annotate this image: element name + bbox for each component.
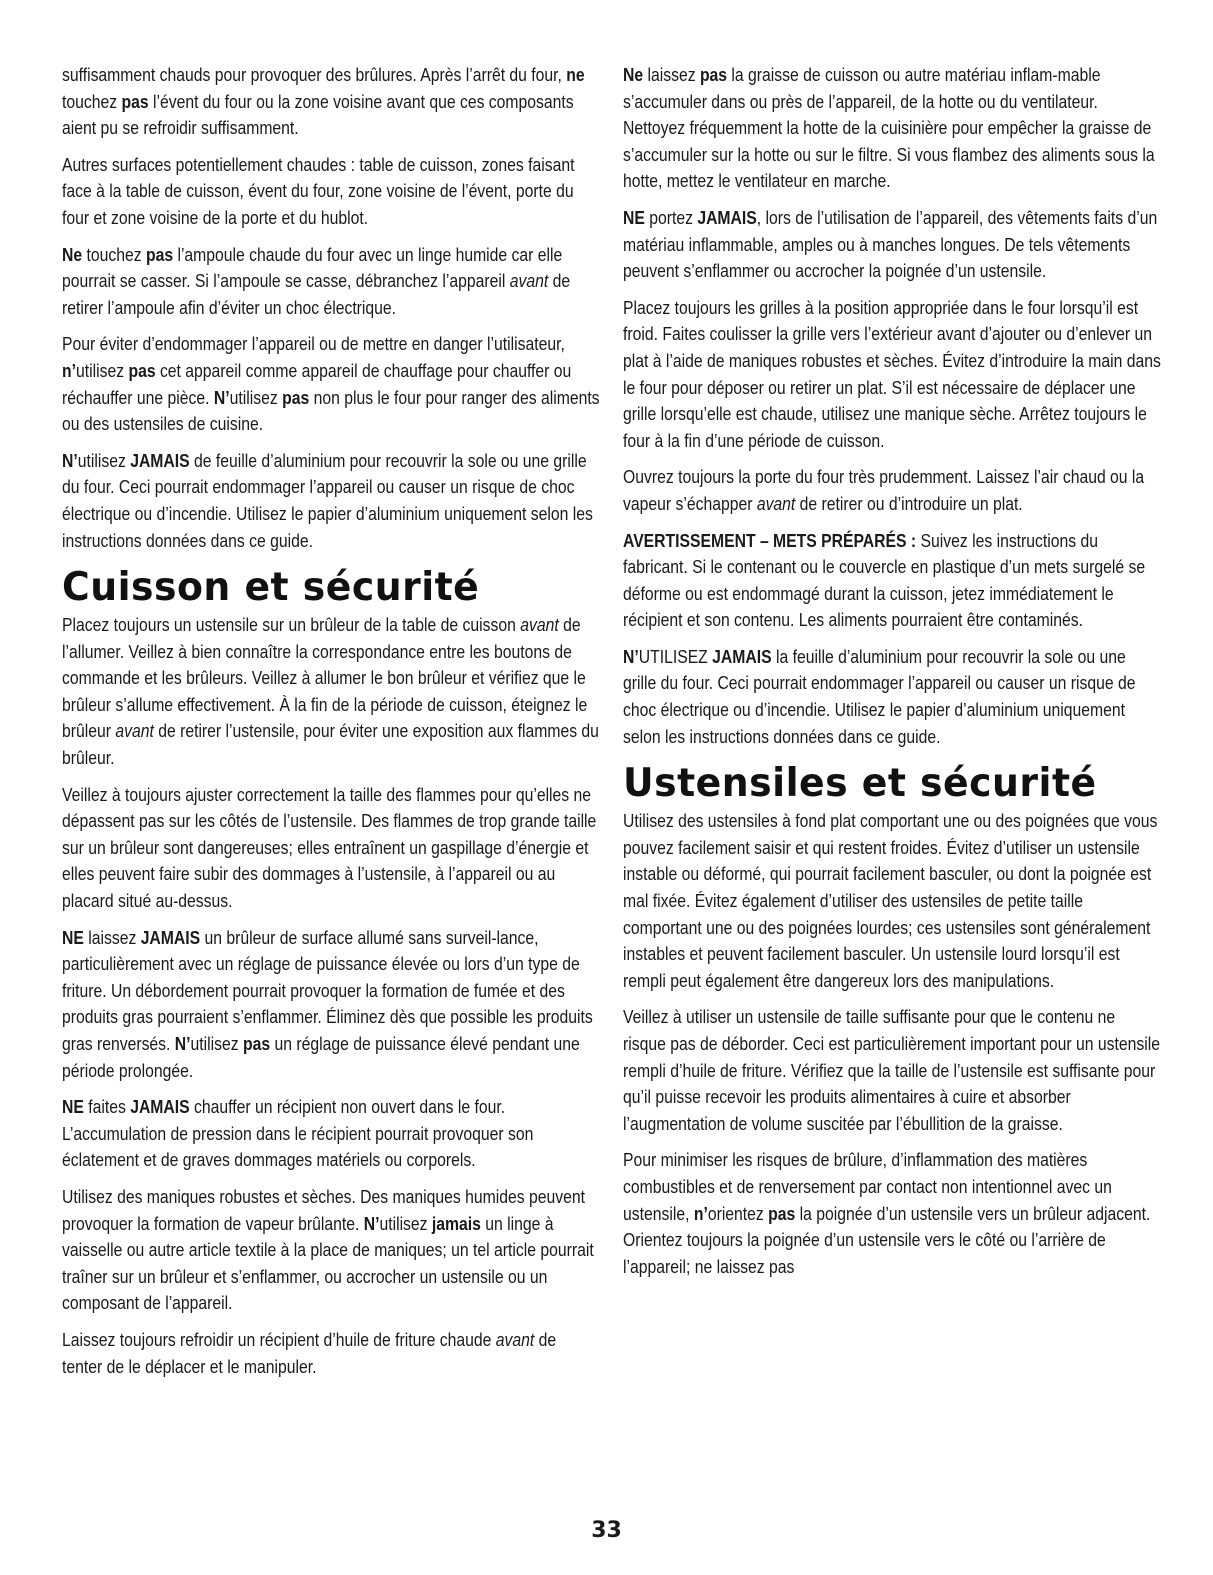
text: Ouvrez toujours la porte du four très prudemment. Laissez l’air chaud ou la vapeur s’échapper (623, 467, 1145, 514)
text: de tenter de le déplacer et le manipuler. (62, 1329, 557, 1377)
emphasis-text: pas (768, 1203, 796, 1224)
text: utilisez (77, 450, 131, 471)
emphasis-text: pas (121, 91, 149, 112)
text: non plus le four pour ranger des aliments ou des ustensiles de cuisine. (62, 387, 600, 435)
paragraph (62, 925, 600, 1085)
text: la poignée d’un ustensile vers un brûleur adjacent. Orientez toujours la poignée d’un ustensile vers le côté ou l’arrière de l’appareil; ne laissez pas (623, 1203, 1151, 1277)
text: un réglage de puissance élevé pendant une période prolongée. (62, 1034, 580, 1081)
text: la feuille d’aluminium pour recouvrir la sole ou une grille du four. Ceci pourrait endommager l’appareil ou causer un risque de choc électrique ou d’incendie. Utilisez le papier d’aluminium uniquement selon les instructions données dans ce guide. (623, 646, 1136, 747)
emphasis-text: pas (145, 244, 174, 265)
emphasis-text: n’ (693, 1203, 708, 1224)
text: de retirer l’ampoule afin d’éviter un choc électrique. (62, 271, 571, 318)
emphasis-text: Ne (62, 244, 83, 265)
emphasis-text: N’ (174, 1034, 191, 1054)
paragraph (623, 644, 1161, 750)
italic-text: avant (495, 1329, 535, 1350)
emphasis-text: jamais (431, 1213, 481, 1234)
emphasis-text: pas (282, 387, 310, 408)
emphasis-text: JAMAIS (712, 646, 772, 667)
paragraph (623, 464, 1161, 517)
text: chauffer un récipient non ouvert dans le four. L’accumulation de pression dans le récipient pourrait provoquer son éclatement et de graves dommages matériels ou corporels. (62, 1097, 534, 1171)
text: utilisez (75, 360, 129, 381)
paragraph: Veillez à utiliser un ustensile de taille suffisante pour que le contenu ne risque pas de déborder. Ceci est particulièrement important pour un ustensile rempli d’huile de friture. Vérifiez que la taille de l’ustensile est suffisante pour qu’il puisse recevoir les produits alimentaires à cuire et absorber l’augmentation de volume suscitée par l’ébullition de la graisse. (623, 1007, 1160, 1134)
emphasis-text: JAMAIS (130, 450, 190, 471)
text: faites (83, 1097, 131, 1118)
paragraph (62, 1184, 600, 1317)
paragraph (62, 242, 600, 322)
paragraph (623, 205, 1161, 285)
warning-label: AVERTISSEMENT – METS PRÉPARÉS : (623, 530, 917, 551)
paragraph (62, 448, 600, 554)
page-number: 33 (591, 1518, 622, 1543)
text: cet appareil comme appareil de chauffage pour chauffer ou réchauffer une pièce. (62, 360, 572, 408)
paragraph (62, 612, 600, 772)
text: Placez toujours un ustensile sur un brûleur de la table de cuisson (62, 615, 521, 636)
paragraph: Autres surfaces potentiellement chaudes : table de cuisson, zones faisant face à la table de cuisson, évent du four, zone voisine de l’évent, porte du four et zone voisine de la porte et du hublot. (62, 154, 575, 228)
emphasis-text: N’ (62, 450, 78, 471)
text: UTILISEZ (638, 646, 713, 667)
text: suffisamment chauds pour provoquer des brûlures. Après l’arrêt du four, (62, 65, 567, 85)
text: portez (644, 207, 698, 228)
text: utilisez (229, 387, 283, 408)
text: un linge à vaisselle ou autre article textile à la place de maniques; un tel article pourrait traîner sur un brûleur et s’enflammer, ou accrocher un ustensile ou un composant de l’appareil. (62, 1213, 594, 1314)
section-heading: Ustensiles et sécurité (623, 761, 1097, 807)
text: Pour minimiser les risques de brûlure, d’inflammation des matières combustibles et de renversement par contact non intentionnel avec un ustensile, (623, 1150, 1112, 1224)
emphasis-text: Ne (623, 65, 644, 85)
emphasis-text: NE (62, 1097, 84, 1118)
left-column (62, 62, 600, 1390)
text: de l’allumer. Veillez à bien connaître la correspondance entre les boutons de commande et les brûleurs. Veillez à allumer le bon brûleur et vérifiez que le brûleur s’allume effectivement. À la fin de la période de cuisson, éteignez le brûleur (62, 615, 588, 742)
section-heading: Cuisson et sécurité (62, 565, 480, 611)
text: utilisez (379, 1213, 432, 1234)
paragraph (62, 331, 600, 437)
text: laissez (643, 65, 700, 85)
emphasis-text: pas (699, 65, 728, 85)
text: de retirer l’ustensile, pour éviter une exposition aux flammes du brûleur. (62, 721, 599, 769)
paragraph (62, 62, 600, 142)
text: laissez (83, 927, 141, 948)
emphasis-text: pas (128, 360, 156, 381)
emphasis-text: JAMAIS (697, 207, 757, 228)
right-column (623, 62, 1161, 1290)
paragraph (62, 1094, 600, 1174)
emphasis-text: N’ (213, 387, 230, 408)
paragraph: Veillez à toujours ajuster correctement la taille des flammes pour qu’elles ne dépassent pas sur les côtés de l’ustensile. Des flammes de trop grande taille sur un brûleur sont dangereuses; elles entraînent un gaspillage d’énergie et elles peuvent faire subir des dommages à l’ustensile, à l’appareil ou au placard situé au-dessus. (62, 784, 597, 912)
italic-text: avant (756, 493, 796, 514)
text: l’ampoule chaude du four avec un linge humide car elle pourrait se casser. Si l’ampoule se casse, débranchez l’appareil (62, 244, 563, 292)
text: touchez (82, 244, 146, 265)
text: touchez (62, 91, 122, 112)
emphasis-text: NE (62, 927, 84, 948)
emphasis-text: NE (623, 207, 645, 228)
paragraph: Utilisez des ustensiles à fond plat comportant une ou des poignées que vous pouvez facilement saisir et qui restent froides. Évitez d’utiliser un ustensile instable ou déformé, qui pourrait facilement basculer, ou dont la poignée est mal fixée. Évitez également d’utiliser des ustensiles de petite taille comportant une ou des poignées lourdes; ces ustensiles sont généralement instables et peuvent facilement basculer. Un ustensile lourd lorsqu’il est rempli peut également être dangereux lors des manipulations. (623, 811, 1158, 991)
text: de feuille d’aluminium pour recouvrir la sole ou une grille du four. Ceci pourrait endommager l’appareil ou causer un risque de choc électrique ou d’incendie. Utilisez le papier d’aluminium uniquement selon les instructions données dans ce guide. (62, 450, 593, 551)
italic-text: avant (115, 721, 154, 742)
emphasis-text: N’ (623, 646, 639, 667)
paragraph: Placez toujours les grilles à la position appropriée dans le four lorsqu’il est froid. Faites coulisser la grille vers l’extérieur avant d’ajouter ou d’enlever un plat à l’aide de maniques robustes et sèches. Évitez d’introduire la main dans le four pour déposer ou retirer un plat. S’il est nécessaire de déplacer une grille lorsqu’elle est chaude, utilisez une manique sèche. Arrêtez toujours le four à la fin d’une période de cuisson. (623, 297, 1161, 451)
emphasis-text: pas (243, 1034, 271, 1054)
italic-text: avant (520, 615, 559, 636)
italic-text: avant (509, 271, 549, 292)
text: utilisez (190, 1034, 244, 1054)
paragraph (62, 1327, 600, 1380)
emphasis-text: ne (566, 65, 585, 85)
text: , lors de l’utilisation de l’appareil, des vêtements faits d’un matériau inflammable, amples ou à manches longues. De tels vêtements peuvent s’enflammer ou accrocher la poignée d’un ustensile. (623, 207, 1158, 282)
paragraph (623, 62, 1161, 195)
paragraph (623, 528, 1161, 634)
emphasis-text: n’ (62, 360, 76, 381)
text: Utilisez des maniques robustes et sèches. Des maniques humides peuvent provoquer la formation de vapeur brûlante. (62, 1186, 585, 1234)
text: Pour éviter d’endommager l’appareil ou de mettre en danger l’utilisateur, (62, 334, 565, 355)
text: la graisse de cuisson ou autre matériau inflam-mable s’accumuler dans ou près de l’appareil, de la hotte ou du ventilateur. Nettoyez fréquemment la hotte de la cuisinière pour empêcher la graisse de s’accumuler sur la hotte ou sur le filtre. Si vous flambez des aliments sous la hotte, mettez le ventilateur en marche. (623, 65, 1155, 192)
paragraph (623, 1147, 1161, 1280)
emphasis-text: N’ (363, 1213, 380, 1234)
text: orientez (707, 1203, 769, 1224)
text: Suivez les instructions du fabricant. Si le contenant ou le couvercle en plastique d’un mets surgelé se déforme ou est endommagé durant la cuisson, jetez immédiatement le récipient et son contenu. Les aliments pourraient être contaminés. (623, 530, 1146, 631)
text: Laissez toujours refroidir un récipient d’huile de friture chaude (62, 1329, 496, 1350)
emphasis-text: JAMAIS (130, 1097, 190, 1118)
text: de retirer ou d’introduire un plat. (795, 493, 1023, 514)
text: l’évent du four ou la zone voisine avant que ces composants aient pu se refroidir suffisamment. (62, 91, 574, 139)
emphasis-text: JAMAIS (140, 927, 201, 948)
text: un brûleur de surface allumé sans surveil-lance, particulièrement avec un réglage de puissance élevée ou lors d’un type de friture. Un débordement pourrait provoquer la formation de fumée et des produits gras pourraient s’enflammer. Éliminez dès que possible les produits gras renversés. (62, 927, 593, 1054)
